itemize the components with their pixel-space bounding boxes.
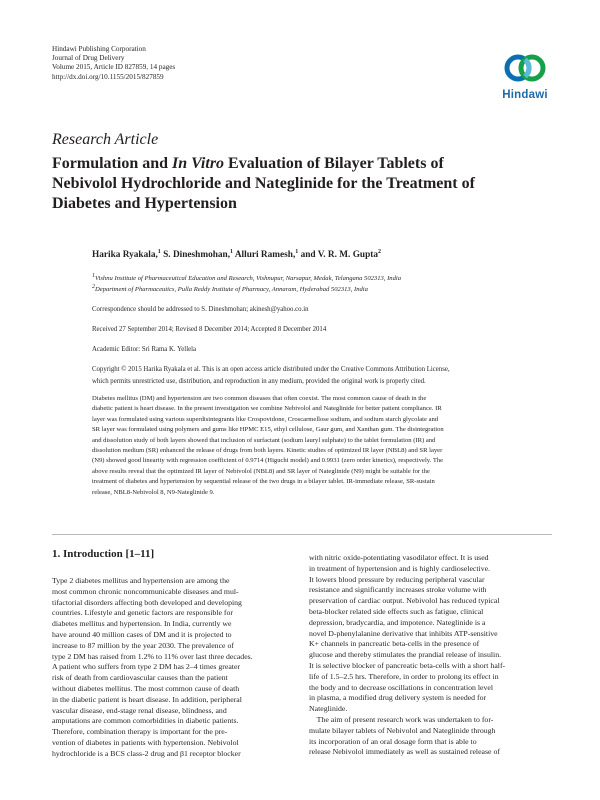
abstract-line: Diabetes mellitus (DM) and hypertension are two common diseases that often coexist. The most common cause of death in the	[92, 395, 427, 402]
abstract-line: treatment of diabetes and hypertension by sequential release of the two drugs in a bilayer tablet. IR-immediate release, SR-sustain	[92, 478, 435, 486]
journal-doi[interactable]: http://dx.doi.org/10.1155/2015/827859	[52, 72, 164, 81]
author-list: Harika Ryakala,$^1$ S. Dineshmohan,$^1$ Alluri Ramesh,$^1$ and V. R. M. Gupta$^2$	[92, 248, 382, 260]
author-name[interactable]: Harika Ryakala,	[92, 250, 158, 260]
title-line: Diabetes and Hypertension	[52, 195, 237, 212]
publisher-name: Hindawi Publishing Corporation	[52, 45, 146, 53]
abstract-line: layer was formulated using various superdisintegrants like Crospovidone, Croscarmellose sodium, and sodium starch glycolate and	[92, 415, 439, 423]
body-line: A patient who suffers from type 2 DM has 2–4 times greater	[52, 662, 241, 672]
body-line: vascular disease, end-stage renal disease, blindness, and	[52, 705, 227, 715]
body-line: life of 1.5–2.5 hrs. Therefore, in order to prolong its effect in	[309, 671, 499, 681]
author-name[interactable]: and V. R. M. Gupta	[298, 250, 379, 260]
title-line: Formulation and In Vitro Evaluation of Bilayer Tablets of	[52, 155, 444, 172]
body-line: mulate bilayer tablets of Nebivolol and Nateglinide through	[309, 725, 496, 735]
body-line: release Nebivolol immediately as well as sustained release of	[309, 747, 500, 757]
body-line: hydrochloride is a BCS class-2 drug and β1 receptor blocker	[52, 748, 241, 758]
academic-editor: Academic Editor: Sri Rama K. Yellela	[92, 346, 197, 353]
affiliation-1: $^1$Vishnu Institute of Pharmaceutical Education and Research, Vishnupur, Narsapur, Medak, Telangana 502313, India	[92, 272, 402, 282]
body-line: increase to 87 million by the year 2030. The prevalence of	[52, 640, 234, 650]
correspondence: Correspondence should be addressed to S. Dineshmohan; akinesh@yahoo.co.in	[92, 306, 309, 313]
copyright-notice	[92, 364, 552, 387]
abstract-line: and dissolution study of both layers showed that inclusion of surfactant (sodium lauryl sulphate) to the tablet formulation (IR) and	[92, 436, 436, 444]
abstract-line: release, NBL8-Nebivolol 8, N9-Nateglinide 9.	[92, 488, 215, 496]
body-line: tifactorial disorders affecting both developed and developing	[52, 597, 242, 607]
body-line: glucose and thereby stimulates the prandial release of insulin.	[309, 650, 502, 660]
hindawi-logo[interactable]	[497, 49, 553, 105]
title-line: Nebivolol Hydrochloride and Nateglinide for the Treatment of	[52, 175, 475, 192]
body-line: countries. Lifestyle and genetic factors are responsible for	[52, 608, 233, 618]
body-line: Nateglinide.	[309, 704, 348, 714]
body-line: the body and to decrease oscillations in concentration level	[309, 682, 494, 692]
abstract-line: above results reveal that the optimized IR layer of Nebivolol (NBL8) and SR layer of Nateglinide (N9) might be suitable for the	[92, 467, 430, 475]
body-line: amputations are common comorbidities in diabetic patients.	[52, 716, 239, 726]
section-heading: 1. Introduction [1–11]	[52, 548, 155, 560]
body-line: have around 40 million cases of DM and it is projected to	[52, 629, 232, 639]
body-line: in plasma, a modified drug delivery system is needed for	[309, 693, 487, 703]
copyright-line: Copyright © 2015 Harika Ryakala et al. This is an open access article distributed under the Creative Commons Attribution License,	[92, 366, 450, 373]
author-name[interactable]: S. Dineshmohan,	[160, 250, 231, 260]
journal-info	[52, 45, 175, 82]
body-line: resistance and significantly increases stroke volume with	[309, 585, 487, 595]
article-type: Research Article	[52, 131, 159, 148]
body-line: Type 2 diabetes mellitus and hypertension are among the	[52, 576, 230, 585]
body-line: depression, bradycardia, and impotence. Nateglinide is a	[309, 617, 486, 627]
journal-volume: Volume 2015, Article ID 827859, 14 pages	[52, 63, 176, 72]
hindawi-logo-text: Hindawi	[502, 89, 548, 101]
abstract-line: diabetic patient is heart disease. In the present investigation we combine Nebivolol and Nateglinide for better patient compliance. IR	[92, 405, 442, 413]
left-column-text	[52, 576, 295, 760]
body-line: novel D-phenylalanine derivative that inhibits ATP-sensitive	[309, 628, 498, 638]
body-line: in treatment of hypertension and is highly cardioselective.	[309, 563, 491, 573]
body-line: Therefore, combination therapy is important for the pre-	[52, 727, 228, 737]
body-line: risk of death from cardiovascular causes than the patient	[52, 673, 228, 683]
body-line: K+ channels in pancreatic beta-cells in the presence of	[309, 639, 480, 649]
body-line: in the diabetic patient is heart disease. In addition, peripheral	[52, 694, 242, 704]
body-line: with nitric oxide-potentiating vasodilator effect. It is used	[309, 553, 489, 562]
right-column-text	[309, 553, 552, 758]
abstract-line: SR layer was formulated using polymers and gums like HPMC E15, ethyl cellulose, Gaur gum, and Xanthan gum. The disintegration	[92, 426, 444, 434]
body-line: its incorporation of an oral dosage form that is able to	[309, 736, 477, 746]
body-line: most common chronic noncommunicable diseases and mul-	[52, 586, 239, 596]
journal-name: Journal of Drug Delivery	[52, 54, 125, 63]
article-dates: Received 27 September 2014; Revised 8 December 2014; Accepted 8 December 2014	[92, 326, 327, 333]
body-line: without diabetes mellitus. The most common cause of death	[52, 683, 240, 693]
body-line: diabetes mellitus and hypertension. In India, currently we	[52, 619, 232, 629]
abstract-line: dissolution medium (SR) enhanced the release of drugs from both layers. Kinetic studies of optimized IR layer (NBL8) and SR layer	[92, 447, 443, 455]
copyright-line: which permits unrestricted use, distribution, and reproduction in any medium, provided the original work is properly cited.	[92, 377, 426, 385]
abstract-line: (N9) showed good linearity with regression coefficient of 0.9714 (Higuchi model) and 0.9931 (zero order kinetics), respectively. The	[92, 457, 444, 465]
body-line: preservation of cardiac output. Nebivolol has reduced typical	[309, 596, 500, 606]
article-title	[52, 154, 552, 214]
body-line: It lowers blood pressure by reducing peripheral vascular	[309, 574, 485, 584]
body-line: It is selective blocker of pancreatic beta-cells with a short half-	[309, 660, 506, 670]
body-line: vention of diabetes in patients with hypertension. Nebivolol	[52, 737, 239, 747]
body-line: type 2 DM has raised from 1.2% to 11% over last three decades.	[52, 651, 253, 661]
hindawi-rings-icon	[497, 49, 553, 89]
author-name[interactable]: Alluri Ramesh,	[233, 250, 296, 260]
abstract	[92, 394, 552, 498]
body-line: The aim of present research work was undertaken to for-	[309, 714, 494, 724]
section-divider	[52, 534, 552, 535]
affiliation-2: $^2$Department of Pharmaceutics, Pulla Reddy Institute of Pharmacy, Annaram, Hyderabad 502313, India	[92, 283, 368, 293]
body-line: beta-blocker related side effects such as fatigue, clinical	[309, 606, 484, 616]
